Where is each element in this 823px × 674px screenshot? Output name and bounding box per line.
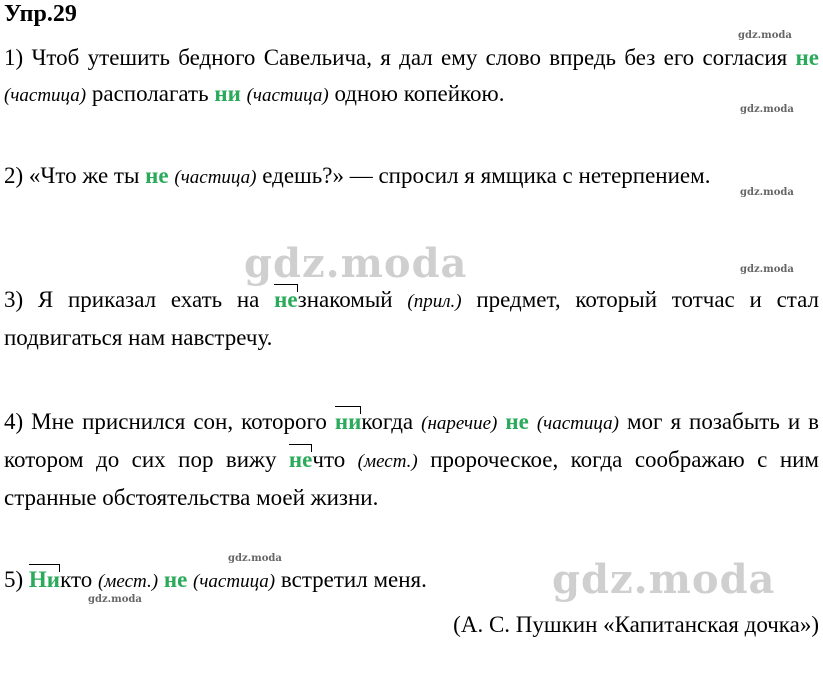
text-segment: мог я позабыть и в котором до сих пор вижу xyxy=(4,409,819,472)
text-segment: 2) «Что же ты xyxy=(4,163,146,188)
prefix-ni: Ни xyxy=(29,562,60,598)
sentence-3 xyxy=(4,282,819,356)
text-segment: располагать xyxy=(86,81,215,106)
text-segment: пророческое, когда соображаю с ним странные обстоятельства моей жизни. xyxy=(4,447,819,510)
grammar-note: (частица) xyxy=(4,85,87,106)
text-segment: 3) Я приказал ехать на xyxy=(4,287,275,312)
grammar-note: (частица) xyxy=(536,413,619,434)
particle-ne: не xyxy=(163,567,188,592)
watermark-small: gdz.moda xyxy=(740,104,794,115)
text-segment: 1) Чтоб утешить бедного Савельича, я дал ему слово впредь без его согласия xyxy=(4,45,796,70)
watermark-large: gdz.moda xyxy=(552,556,776,603)
source-attribution: (А. С. Пушкин «Капитанская дочка») xyxy=(453,612,819,637)
watermark-small: gdz.moda xyxy=(740,264,794,275)
text-segment: едешь?» — спросил я ямщика с нетерпением. xyxy=(256,163,711,188)
sentence-1 xyxy=(4,40,819,114)
watermark-small: gdz.moda xyxy=(88,594,142,605)
watermark-large: gdz.moda xyxy=(244,240,468,287)
grammar-note: (частица) xyxy=(174,167,257,188)
watermark-small: gdz.moda xyxy=(740,187,794,198)
grammar-note: (прил.) xyxy=(407,291,462,312)
watermark-small: gdz.moda xyxy=(738,30,792,41)
particle-ne: не xyxy=(795,45,819,70)
exercise-title: Упр.29 xyxy=(4,1,77,27)
prefix-ni: ни xyxy=(335,404,362,440)
grammar-note: (мест.) xyxy=(97,571,159,592)
text-segment: знакомый xyxy=(297,287,408,312)
watermark-small: gdz.moda xyxy=(228,553,282,564)
text-segment: 5) xyxy=(4,567,29,592)
text-segment: встретил меня. xyxy=(275,567,427,592)
grammar-note: (частица) xyxy=(246,85,329,106)
grammar-note: (частица) xyxy=(193,571,276,592)
text-segment: одною копейкою. xyxy=(328,81,505,106)
grammar-note: (наречие) xyxy=(421,413,498,434)
sentence-4 xyxy=(4,404,819,516)
prefix-ne: не xyxy=(289,442,312,478)
text-segment: кто xyxy=(60,567,98,592)
text-segment: что xyxy=(312,447,358,472)
particle-ni: ни xyxy=(214,81,241,106)
prefix-ne: не xyxy=(274,282,297,318)
particle-ne: не xyxy=(145,163,169,188)
particle-ne: не xyxy=(505,409,529,434)
sentence-5 xyxy=(4,562,819,600)
text-segment: предмет, который тотчас и стал подвигаться нам навстречу. xyxy=(4,287,820,350)
text-segment: 4) Мне приснился сон, которого xyxy=(4,409,335,434)
grammar-note: (мест.) xyxy=(357,451,418,472)
sentence-2 xyxy=(4,158,819,196)
text-segment: когда xyxy=(361,409,422,434)
